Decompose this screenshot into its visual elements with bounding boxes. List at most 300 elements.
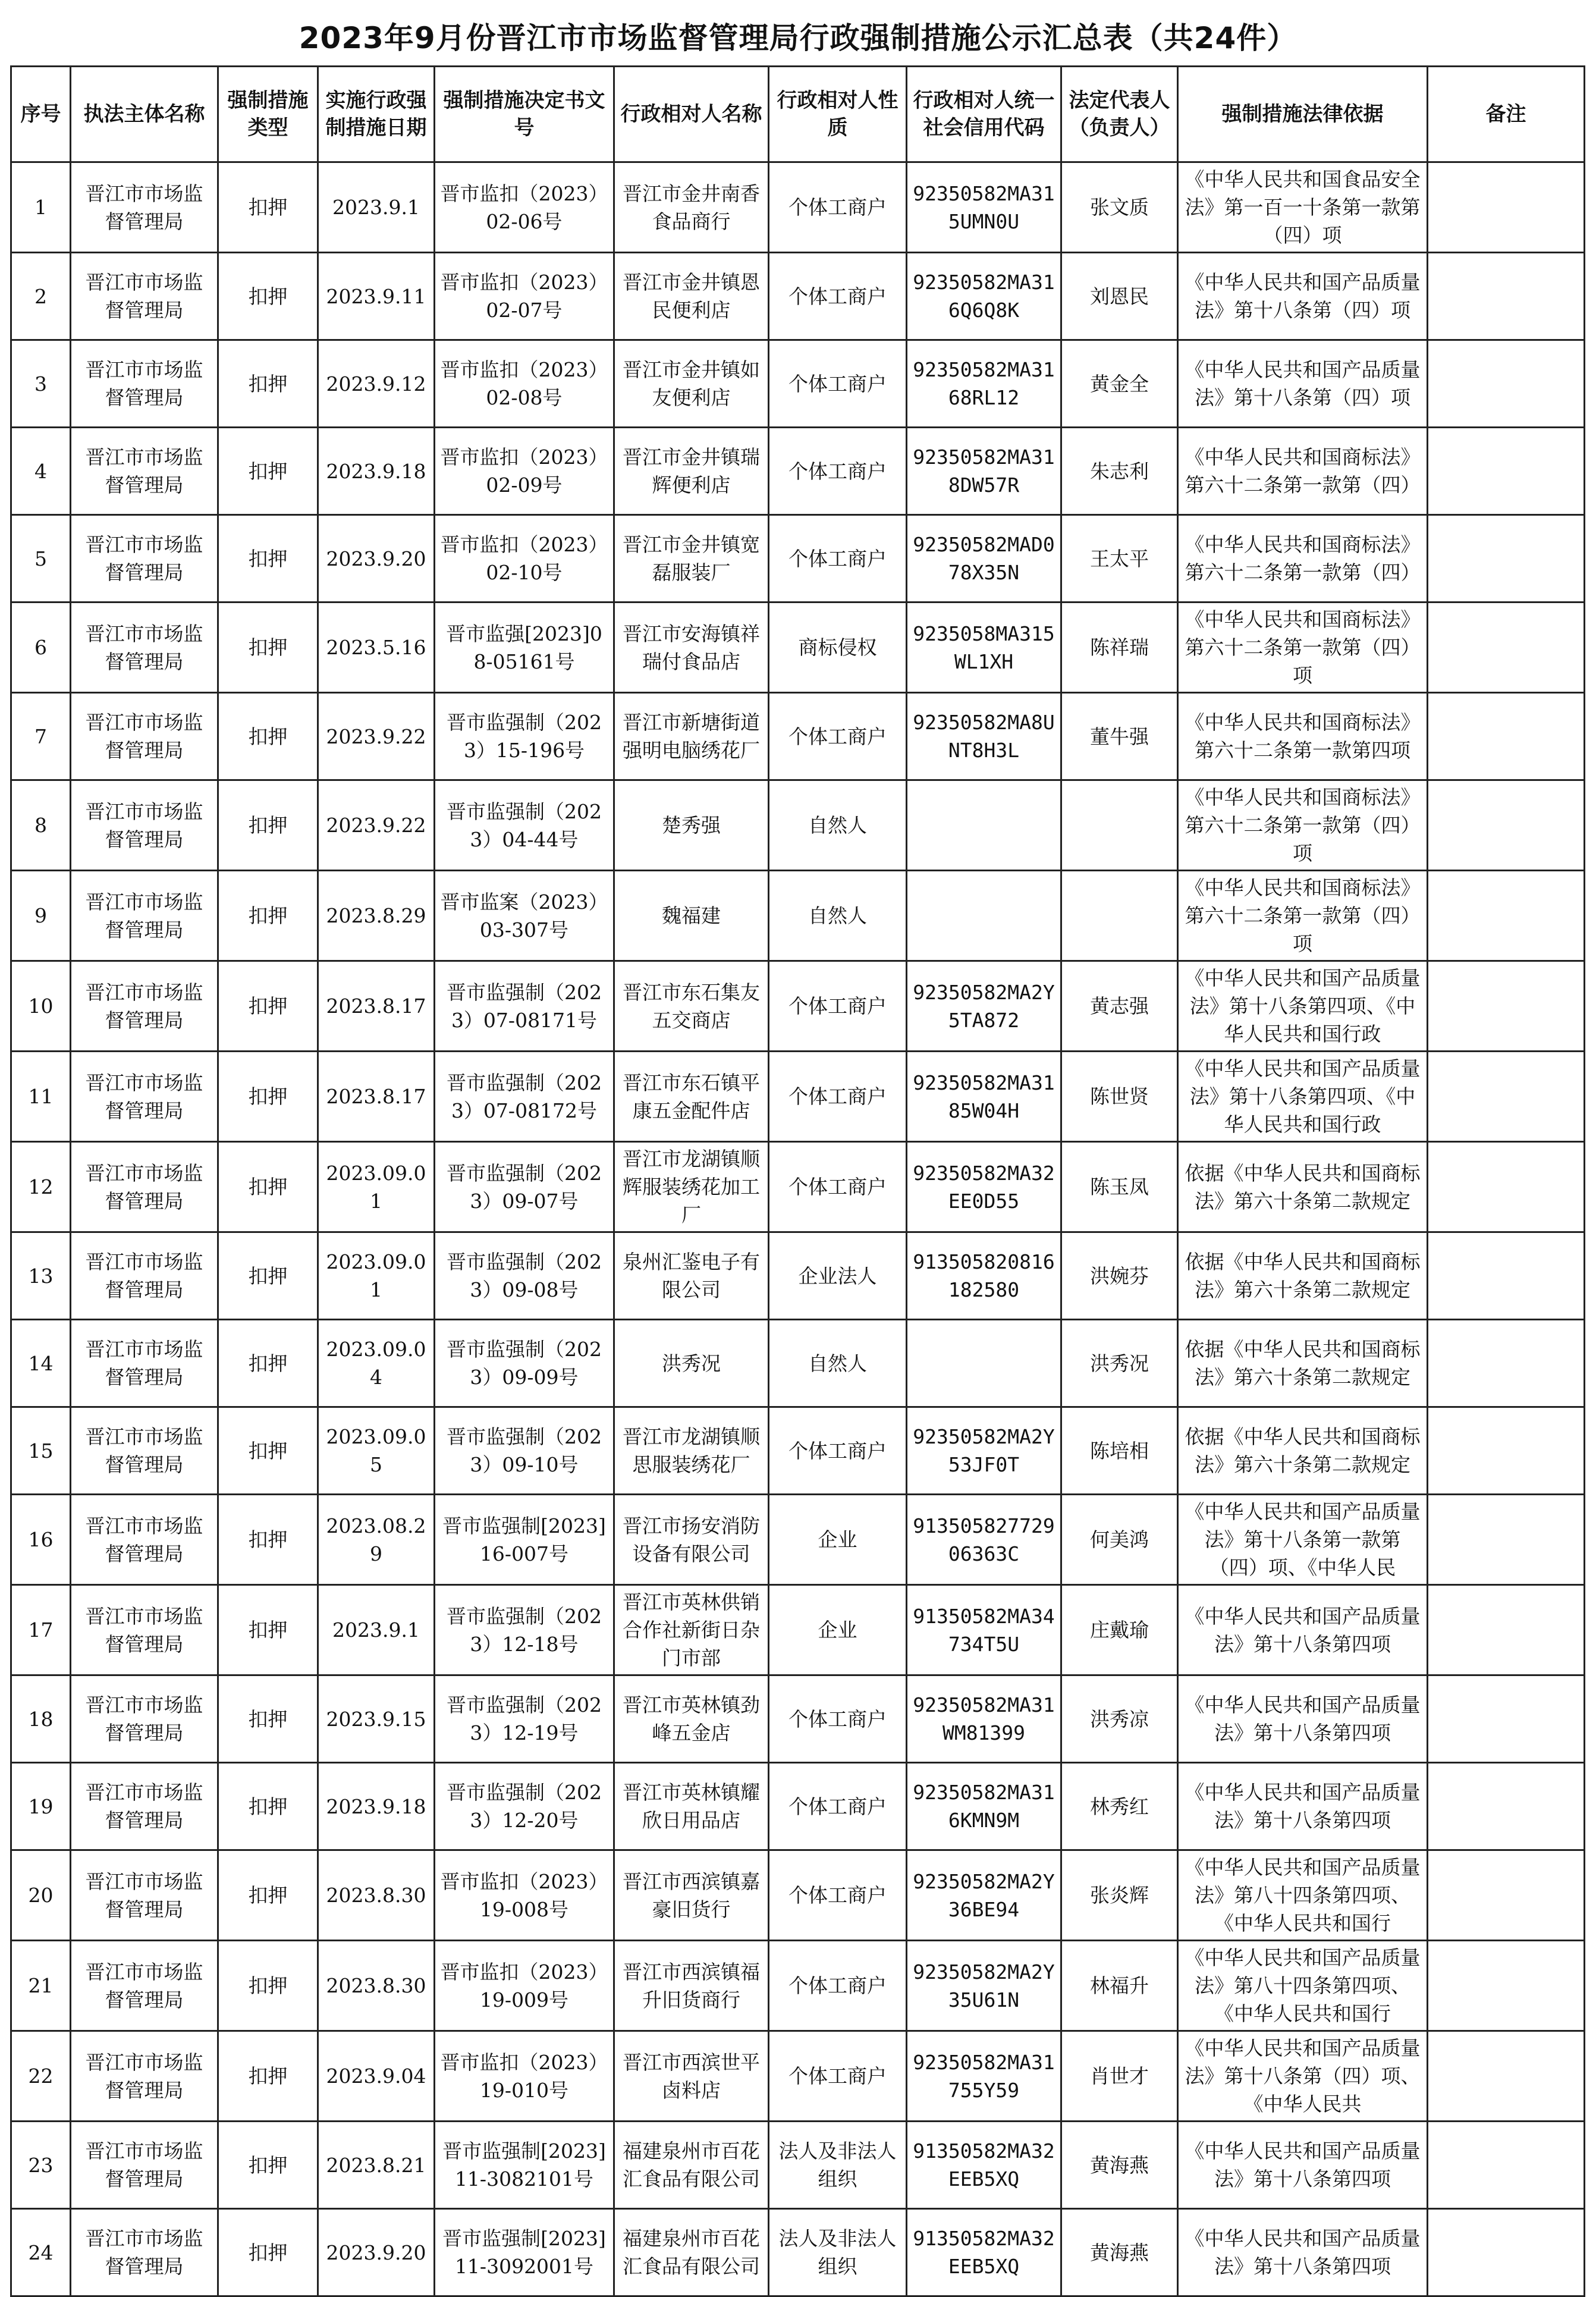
legal-rep-cell: 洪秀凉 <box>1061 1675 1178 1763</box>
party-name-cell: 晋江市东石集友五交商店 <box>614 961 769 1052</box>
agency-cell: 晋江市市场监督管理局 <box>71 515 218 603</box>
date-cell: 2023.8.30 <box>318 1850 435 1941</box>
decision-no-cell: 晋市监扣（2023）19-009号 <box>435 1941 614 2031</box>
table-row <box>11 871 1585 961</box>
remarks-cell <box>1428 961 1585 1052</box>
table-row <box>11 1585 1585 1675</box>
party-name-cell: 晋江市西滨镇嘉豪旧货行 <box>614 1850 769 1941</box>
party-type-cell: 个体工商户 <box>769 1052 907 1142</box>
date-cell: 2023.9.1 <box>318 162 435 253</box>
legal-basis-cell <box>1178 1763 1428 1850</box>
legal-rep-cell: 林秀红 <box>1061 1763 1178 1850</box>
party-name-cell: 晋江市新塘街道强明电脑绣花厂 <box>614 693 769 780</box>
legal-basis-cell <box>1178 428 1428 515</box>
remarks-cell <box>1428 1850 1585 1941</box>
credit-code-cell: 92350582MA8UNT8H3L <box>907 693 1061 780</box>
remarks-cell <box>1428 603 1585 693</box>
seq-cell: 4 <box>11 428 71 515</box>
agency-cell: 晋江市市场监督管理局 <box>71 1941 218 2031</box>
table-row <box>11 340 1585 428</box>
legal-basis-text: 《中华人民共和国商标法》第六十二条第一款第（四）项 <box>1185 786 1421 865</box>
legal-rep-cell: 陈祥瑞 <box>1061 603 1178 693</box>
remarks-cell <box>1428 1142 1585 1232</box>
legal-basis-text: 依据《中华人民共和国商标法》第六十条第二款规定 <box>1185 1425 1421 1476</box>
agency-cell: 晋江市市场监督管理局 <box>71 1407 218 1495</box>
credit-code-cell: 92350582MA31755Y59 <box>907 2031 1061 2122</box>
party-type-cell: 个体工商户 <box>769 162 907 253</box>
date-cell: 2023.9.22 <box>318 780 435 871</box>
legal-rep-cell: 黄志强 <box>1061 961 1178 1052</box>
measure-type-cell: 扣押 <box>218 2122 318 2209</box>
date-cell: 2023.09.01 <box>318 1142 435 1232</box>
credit-code-cell: 92350582MA316Q6Q8K <box>907 253 1061 340</box>
legal-basis-cell <box>1178 1585 1428 1675</box>
legal-rep-cell: 洪秀况 <box>1061 1320 1178 1407</box>
party-name-cell: 楚秀强 <box>614 780 769 871</box>
measure-type-cell: 扣押 <box>218 1585 318 1675</box>
legal-basis-cell <box>1178 253 1428 340</box>
remarks-cell <box>1428 2031 1585 2122</box>
measure-type-cell: 扣押 <box>218 340 318 428</box>
legal-rep-cell: 肖世才 <box>1061 2031 1178 2122</box>
decision-no-cell: 晋市监强制（2023）12-18号 <box>435 1585 614 1675</box>
legal-rep-cell: 洪婉芬 <box>1061 1232 1178 1320</box>
legal-basis-cell <box>1178 693 1428 780</box>
legal-rep-cell: 黄海燕 <box>1061 2122 1178 2209</box>
legal-basis-text: 《中华人民共和国商标法》第六十二条第一款第四项 <box>1185 711 1421 762</box>
legal-basis-cell <box>1178 340 1428 428</box>
measure-type-cell: 扣押 <box>218 1495 318 1585</box>
date-cell: 2023.5.16 <box>318 603 435 693</box>
party-type-cell: 个体工商户 <box>769 2031 907 2122</box>
party-name-cell: 晋江市龙湖镇顺思服装绣花厂 <box>614 1407 769 1495</box>
measure-type-cell: 扣押 <box>218 780 318 871</box>
party-type-cell: 个体工商户 <box>769 1142 907 1232</box>
measure-type-cell: 扣押 <box>218 1850 318 1941</box>
legal-basis-cell <box>1178 603 1428 693</box>
legal-basis-text: 依据《中华人民共和国商标法》第六十条第二款规定 <box>1185 1161 1421 1213</box>
credit-code-cell <box>907 780 1061 871</box>
legal-basis-cell <box>1178 1142 1428 1232</box>
table-row <box>11 162 1585 253</box>
party-type-cell: 个体工商户 <box>769 1763 907 1850</box>
remarks-cell <box>1428 871 1585 961</box>
agency-cell: 晋江市市场监督管理局 <box>71 2031 218 2122</box>
remarks-cell <box>1428 515 1585 603</box>
legal-rep-cell: 董牛强 <box>1061 693 1178 780</box>
decision-no-cell: 晋市监强[2023]08-05161号 <box>435 603 614 693</box>
legal-basis-cell <box>1178 1232 1428 1320</box>
date-cell: 2023.9.1 <box>318 1585 435 1675</box>
seq-cell: 5 <box>11 515 71 603</box>
agency-cell: 晋江市市场监督管理局 <box>71 1763 218 1850</box>
date-cell: 2023.8.29 <box>318 871 435 961</box>
decision-no-cell: 晋市监强制（2023）09-08号 <box>435 1232 614 1320</box>
table-row <box>11 1763 1585 1850</box>
decision-no-cell: 晋市监强制（2023）09-10号 <box>435 1407 614 1495</box>
seq-cell: 11 <box>11 1052 71 1142</box>
party-name-cell: 洪秀况 <box>614 1320 769 1407</box>
agency-cell: 晋江市市场监督管理局 <box>71 1320 218 1407</box>
measure-type-cell: 扣押 <box>218 1052 318 1142</box>
decision-no-cell: 晋市监强制（2023）09-09号 <box>435 1320 614 1407</box>
seq-cell: 9 <box>11 871 71 961</box>
legal-basis-cell <box>1178 2031 1428 2122</box>
legal-rep-cell: 张炎辉 <box>1061 1850 1178 1941</box>
table-row <box>11 961 1585 1052</box>
header-col-party-name: 行政相对人名称 <box>614 67 769 162</box>
legal-basis-cell <box>1178 2122 1428 2209</box>
legal-basis-text: 《中华人民共和国产品质量法》第十八条第四项、《中华人民共和国行政 <box>1185 967 1421 1046</box>
header-col-party-type: 行政相对人性质 <box>769 67 907 162</box>
party-type-cell: 企业法人 <box>769 1232 907 1320</box>
legal-basis-cell <box>1178 961 1428 1052</box>
seq-cell: 2 <box>11 253 71 340</box>
credit-code-cell: 92350582MA2Y5TA872 <box>907 961 1061 1052</box>
remarks-cell <box>1428 693 1585 780</box>
legal-basis-text: 《中华人民共和国产品质量法》第八十四条第四项、《中华人民共和国行 <box>1185 1946 1421 2025</box>
header-col-remarks: 备注 <box>1428 67 1585 162</box>
legal-rep-cell: 何美鸿 <box>1061 1495 1178 1585</box>
measure-type-cell: 扣押 <box>218 1320 318 1407</box>
measure-type-cell: 扣押 <box>218 428 318 515</box>
legal-basis-text: 《中华人民共和国商标法》第六十二条第一款第（四） <box>1185 533 1421 584</box>
remarks-cell <box>1428 428 1585 515</box>
decision-no-cell: 晋市监强制（2023）12-20号 <box>435 1763 614 1850</box>
date-cell: 2023.08.29 <box>318 1495 435 1585</box>
party-name-cell: 晋江市金井镇瑞辉便利店 <box>614 428 769 515</box>
measure-type-cell: 扣押 <box>218 1763 318 1850</box>
enforcement-table <box>10 65 1585 2297</box>
agency-cell: 晋江市市场监督管理局 <box>71 1232 218 1320</box>
legal-basis-cell <box>1178 515 1428 603</box>
remarks-cell <box>1428 162 1585 253</box>
decision-no-cell: 晋市监强制[2023]16-007号 <box>435 1495 614 1585</box>
credit-code-cell: 91350582MA32EEB5XQ <box>907 2122 1061 2209</box>
party-type-cell: 个体工商户 <box>769 515 907 603</box>
credit-code-cell: 92350582MA316KMN9M <box>907 1763 1061 1850</box>
legal-rep-cell: 林福升 <box>1061 1941 1178 2031</box>
legal-basis-text: 《中华人民共和国产品质量法》第十八条第四项、《中华人民共和国行政 <box>1185 1057 1421 1136</box>
legal-basis-cell <box>1178 2209 1428 2296</box>
legal-basis-cell <box>1178 1675 1428 1763</box>
table-row <box>11 2031 1585 2122</box>
legal-rep-cell: 张文质 <box>1061 162 1178 253</box>
party-type-cell: 个体工商户 <box>769 428 907 515</box>
table-body <box>11 162 1585 2296</box>
legal-basis-text: 《中华人民共和国产品质量法》第十八条第四项 <box>1185 1781 1421 1832</box>
agency-cell: 晋江市市场监督管理局 <box>71 1052 218 1142</box>
seq-cell: 7 <box>11 693 71 780</box>
seq-cell: 14 <box>11 1320 71 1407</box>
party-name-cell: 晋江市东石镇平康五金配件店 <box>614 1052 769 1142</box>
measure-type-cell: 扣押 <box>218 961 318 1052</box>
remarks-cell <box>1428 1407 1585 1495</box>
table-row <box>11 1850 1585 1941</box>
date-cell: 2023.9.18 <box>318 1763 435 1850</box>
table-row <box>11 1675 1585 1763</box>
seq-cell: 3 <box>11 340 71 428</box>
decision-no-cell: 晋市监扣（2023）19-008号 <box>435 1850 614 1941</box>
table-row <box>11 1941 1585 2031</box>
decision-no-cell: 晋市监强制（2023）09-07号 <box>435 1142 614 1232</box>
date-cell: 2023.9.11 <box>318 253 435 340</box>
party-type-cell: 法人及非法人组织 <box>769 2122 907 2209</box>
legal-rep-cell: 陈玉凤 <box>1061 1142 1178 1232</box>
header-col-legal-basis: 强制措施法律依据 <box>1178 67 1428 162</box>
legal-basis-text: 《中华人民共和国商标法》第六十二条第一款第（四） <box>1185 445 1421 497</box>
credit-code-cell: 91350582772906363C <box>907 1495 1061 1585</box>
legal-rep-cell: 王太平 <box>1061 515 1178 603</box>
party-type-cell: 商标侵权 <box>769 603 907 693</box>
credit-code-cell: 92350582MA3185W04H <box>907 1052 1061 1142</box>
table-row <box>11 1232 1585 1320</box>
legal-basis-text: 《中华人民共和国产品质量法》第十八条第（四）项、《中华人民共 <box>1185 2036 1421 2116</box>
decision-no-cell: 晋市监扣（2023）02-09号 <box>435 428 614 515</box>
party-type-cell: 企业 <box>769 1495 907 1585</box>
party-name-cell: 晋江市金井镇恩民便利店 <box>614 253 769 340</box>
measure-type-cell: 扣押 <box>218 1407 318 1495</box>
credit-code-cell: 91350582MA34734T5U <box>907 1585 1061 1675</box>
remarks-cell <box>1428 1495 1585 1585</box>
credit-code-cell: 92350582MA2Y36BE94 <box>907 1850 1061 1941</box>
legal-rep-cell: 黄金全 <box>1061 340 1178 428</box>
measure-type-cell: 扣押 <box>218 2209 318 2296</box>
document-title: 2023年9月份晋江市市场监督管理局行政强制措施公示汇总表（共24件） <box>299 21 1297 55</box>
party-name-cell: 晋江市金井南香食品商行 <box>614 162 769 253</box>
remarks-cell <box>1428 1675 1585 1763</box>
date-cell: 2023.9.20 <box>318 2209 435 2296</box>
measure-type-cell: 扣押 <box>218 1675 318 1763</box>
legal-basis-cell <box>1178 1495 1428 1585</box>
decision-no-cell: 晋市监扣（2023）02-10号 <box>435 515 614 603</box>
party-name-cell: 晋江市金井镇如友便利店 <box>614 340 769 428</box>
remarks-cell <box>1428 2122 1585 2209</box>
seq-cell: 20 <box>11 1850 71 1941</box>
credit-code-cell: 92350582MA2Y53JF0T <box>907 1407 1061 1495</box>
header-col-seq: 序号 <box>11 67 71 162</box>
measure-type-cell: 扣押 <box>218 253 318 340</box>
seq-cell: 8 <box>11 780 71 871</box>
party-name-cell: 晋江市西滨世平卤料店 <box>614 2031 769 2122</box>
party-name-cell: 福建泉州市百花汇食品有限公司 <box>614 2122 769 2209</box>
table-row <box>11 253 1585 340</box>
legal-basis-text: 《中华人民共和国产品质量法》第十八条第四项 <box>1185 1693 1421 1744</box>
legal-basis-text: 《中华人民共和国产品质量法》第十八条第一款第（四）项、《中华人民 <box>1185 1500 1421 1579</box>
party-type-cell: 自然人 <box>769 871 907 961</box>
party-name-cell: 晋江市西滨镇福升旧货商行 <box>614 1941 769 2031</box>
agency-cell: 晋江市市场监督管理局 <box>71 428 218 515</box>
decision-no-cell: 晋市监案（2023）03-307号 <box>435 871 614 961</box>
party-name-cell: 晋江市英林镇劲峰五金店 <box>614 1675 769 1763</box>
seq-cell: 13 <box>11 1232 71 1320</box>
agency-cell: 晋江市市场监督管理局 <box>71 1675 218 1763</box>
seq-cell: 10 <box>11 961 71 1052</box>
agency-cell: 晋江市市场监督管理局 <box>71 961 218 1052</box>
date-cell: 2023.8.17 <box>318 1052 435 1142</box>
credit-code-cell <box>907 871 1061 961</box>
table-row <box>11 1495 1585 1585</box>
seq-cell: 19 <box>11 1763 71 1850</box>
seq-cell: 23 <box>11 2122 71 2209</box>
legal-rep-cell: 陈世贤 <box>1061 1052 1178 1142</box>
seq-cell: 16 <box>11 1495 71 1585</box>
table-header-row <box>11 67 1585 162</box>
party-type-cell: 个体工商户 <box>769 1407 907 1495</box>
decision-no-cell: 晋市监强制（2023）07-08172号 <box>435 1052 614 1142</box>
measure-type-cell: 扣押 <box>218 162 318 253</box>
party-type-cell: 自然人 <box>769 1320 907 1407</box>
date-cell: 2023.9.22 <box>318 693 435 780</box>
seq-cell: 24 <box>11 2209 71 2296</box>
legal-basis-cell <box>1178 1941 1428 2031</box>
table-row <box>11 780 1585 871</box>
legal-basis-text: 《中华人民共和国产品质量法》第十八条第四项 <box>1185 1604 1421 1656</box>
measure-type-cell: 扣押 <box>218 693 318 780</box>
table-row <box>11 693 1585 780</box>
party-name-cell: 晋江市龙湖镇顺辉服装绣花加工厂 <box>614 1142 769 1232</box>
party-name-cell: 晋江市英林镇耀欣日用品店 <box>614 1763 769 1850</box>
legal-basis-text: 依据《中华人民共和国商标法》第六十条第二款规定 <box>1185 1338 1421 1389</box>
date-cell: 2023.8.17 <box>318 961 435 1052</box>
agency-cell: 晋江市市场监督管理局 <box>71 603 218 693</box>
decision-no-cell: 晋市监扣（2023）19-010号 <box>435 2031 614 2122</box>
seq-cell: 18 <box>11 1675 71 1763</box>
decision-no-cell: 晋市监强制[2023]11-3082101号 <box>435 2122 614 2209</box>
agency-cell: 晋江市市场监督管理局 <box>71 693 218 780</box>
seq-cell: 22 <box>11 2031 71 2122</box>
credit-code-cell: 92350582MA32EE0D55 <box>907 1142 1061 1232</box>
table-row <box>11 428 1585 515</box>
remarks-cell <box>1428 2209 1585 2296</box>
party-type-cell: 个体工商户 <box>769 1850 907 1941</box>
party-name-cell: 晋江市扬安消防设备有限公司 <box>614 1495 769 1585</box>
legal-rep-cell: 庄戴瑜 <box>1061 1585 1178 1675</box>
seq-cell: 21 <box>11 1941 71 2031</box>
legal-rep-cell: 刘恩民 <box>1061 253 1178 340</box>
agency-cell: 晋江市市场监督管理局 <box>71 162 218 253</box>
agency-cell: 晋江市市场监督管理局 <box>71 2122 218 2209</box>
party-type-cell: 个体工商户 <box>769 253 907 340</box>
party-type-cell: 自然人 <box>769 780 907 871</box>
decision-no-cell: 晋市监强制（2023）04-44号 <box>435 780 614 871</box>
table-row <box>11 603 1585 693</box>
party-name-cell: 魏福建 <box>614 871 769 961</box>
table-row <box>11 1052 1585 1142</box>
date-cell: 2023.9.18 <box>318 428 435 515</box>
legal-rep-cell: 朱志利 <box>1061 428 1178 515</box>
legal-basis-cell <box>1178 1850 1428 1941</box>
legal-basis-cell <box>1178 162 1428 253</box>
legal-basis-cell <box>1178 1052 1428 1142</box>
date-cell: 2023.8.30 <box>318 1941 435 2031</box>
remarks-cell <box>1428 1320 1585 1407</box>
legal-rep-cell <box>1061 871 1178 961</box>
table-row <box>11 1320 1585 1407</box>
remarks-cell <box>1428 1763 1585 1850</box>
decision-no-cell: 晋市监扣（2023）02-06号 <box>435 162 614 253</box>
party-type-cell: 企业 <box>769 1585 907 1675</box>
credit-code-cell: 92350582MA31WM81399 <box>907 1675 1061 1763</box>
decision-no-cell: 晋市监强制（2023）12-19号 <box>435 1675 614 1763</box>
party-name-cell: 晋江市英林供销合作社新街日杂门市部 <box>614 1585 769 1675</box>
header-col-credit-code: 行政相对人统一社会信用代码 <box>907 67 1061 162</box>
decision-no-cell: 晋市监扣（2023）02-08号 <box>435 340 614 428</box>
credit-code-cell: 92350582MA2Y35U61N <box>907 1941 1061 2031</box>
legal-basis-text: 《中华人民共和国产品质量法》第十八条第四项 <box>1185 2139 1421 2191</box>
measure-type-cell: 扣押 <box>218 603 318 693</box>
legal-basis-text: 《中华人民共和国产品质量法》第十八条第四项 <box>1185 2227 1421 2278</box>
measure-type-cell: 扣押 <box>218 1232 318 1320</box>
agency-cell: 晋江市市场监督管理局 <box>71 1142 218 1232</box>
measure-type-cell: 扣押 <box>218 1142 318 1232</box>
decision-no-cell: 晋市监强制（2023）15-196号 <box>435 693 614 780</box>
legal-basis-text: 《中华人民共和国产品质量法》第十八条第（四）项 <box>1185 358 1421 409</box>
party-type-cell: 个体工商户 <box>769 1941 907 2031</box>
date-cell: 2023.9.15 <box>318 1675 435 1763</box>
measure-type-cell: 扣押 <box>218 2031 318 2122</box>
legal-rep-cell: 黄海燕 <box>1061 2209 1178 2296</box>
agency-cell: 晋江市市场监督管理局 <box>71 340 218 428</box>
credit-code-cell: 92350582MA318DW57R <box>907 428 1061 515</box>
header-col-date: 实施行政强制措施日期 <box>318 67 435 162</box>
legal-basis-text: 《中华人民共和国产品质量法》第十八条第（四）项 <box>1185 271 1421 322</box>
date-cell: 2023.09.05 <box>318 1407 435 1495</box>
seq-cell: 1 <box>11 162 71 253</box>
agency-cell: 晋江市市场监督管理局 <box>71 2209 218 2296</box>
header-col-decision-no: 强制措施决定书文号 <box>435 67 614 162</box>
legal-basis-cell <box>1178 1407 1428 1495</box>
agency-cell: 晋江市市场监督管理局 <box>71 871 218 961</box>
table-row <box>11 2122 1585 2209</box>
legal-basis-cell <box>1178 871 1428 961</box>
party-type-cell: 个体工商户 <box>769 961 907 1052</box>
decision-no-cell: 晋市监强制（2023）07-08171号 <box>435 961 614 1052</box>
legal-rep-cell: 陈培相 <box>1061 1407 1178 1495</box>
party-name-cell: 泉州汇鉴电子有限公司 <box>614 1232 769 1320</box>
remarks-cell <box>1428 1232 1585 1320</box>
seq-cell: 6 <box>11 603 71 693</box>
party-type-cell: 法人及非法人组织 <box>769 2209 907 2296</box>
agency-cell: 晋江市市场监督管理局 <box>71 253 218 340</box>
remarks-cell <box>1428 340 1585 428</box>
measure-type-cell: 扣押 <box>218 515 318 603</box>
legal-rep-cell <box>1061 780 1178 871</box>
credit-code-cell: 92350582MAD078X35N <box>907 515 1061 603</box>
date-cell: 2023.8.21 <box>318 2122 435 2209</box>
agency-cell: 晋江市市场监督管理局 <box>71 780 218 871</box>
table-row <box>11 2209 1585 2296</box>
decision-no-cell: 晋市监强制[2023]11-3092001号 <box>435 2209 614 2296</box>
legal-basis-text: 《中华人民共和国产品质量法》第八十四条第四项、《中华人民共和国行 <box>1185 1856 1421 1935</box>
credit-code-cell: 92350582MA315UMN0U <box>907 162 1061 253</box>
seq-cell: 12 <box>11 1142 71 1232</box>
remarks-cell <box>1428 1585 1585 1675</box>
party-name-cell: 福建泉州市百花汇食品有限公司 <box>614 2209 769 2296</box>
date-cell: 2023.9.04 <box>318 2031 435 2122</box>
date-cell: 2023.9.12 <box>318 340 435 428</box>
header-col-measure-type: 强制措施类型 <box>218 67 318 162</box>
measure-type-cell: 扣押 <box>218 1941 318 2031</box>
credit-code-cell: 913505820816182580 <box>907 1232 1061 1320</box>
remarks-cell <box>1428 253 1585 340</box>
table-row <box>11 1142 1585 1232</box>
date-cell: 2023.9.20 <box>318 515 435 603</box>
legal-basis-text: 依据《中华人民共和国商标法》第六十条第二款规定 <box>1185 1250 1421 1301</box>
date-cell: 2023.09.01 <box>318 1232 435 1320</box>
party-type-cell: 个体工商户 <box>769 693 907 780</box>
party-type-cell: 个体工商户 <box>769 340 907 428</box>
